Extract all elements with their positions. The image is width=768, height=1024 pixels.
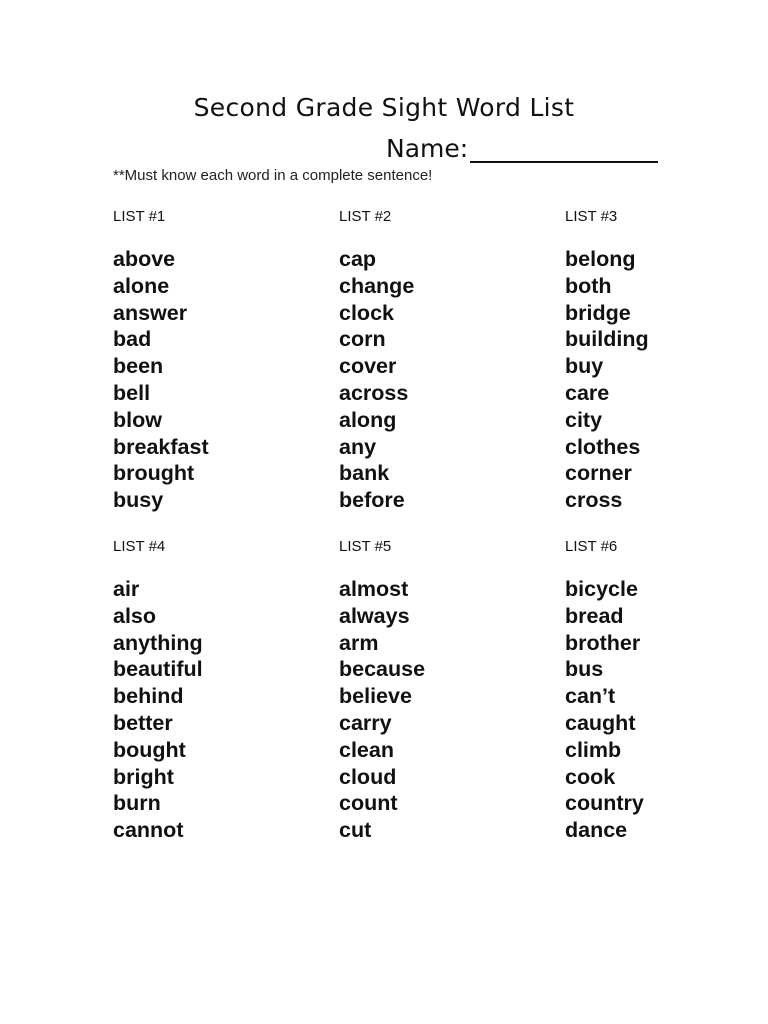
- list-item: before: [339, 488, 405, 513]
- list-item: almost: [339, 577, 409, 601]
- name-blank-line: [470, 137, 658, 163]
- list-item: buy: [565, 354, 604, 379]
- list-header: LIST #2: [339, 208, 392, 225]
- name-field: [386, 134, 658, 163]
- list-item: along: [339, 407, 397, 432]
- list-item: behind: [113, 684, 184, 709]
- list-item: busy: [113, 488, 164, 513]
- list-item: can’t: [565, 684, 616, 709]
- word-list-6: [565, 537, 765, 844]
- list-item: across: [339, 380, 409, 405]
- list-item: beautiful: [113, 657, 203, 682]
- list-header: LIST #1: [113, 208, 166, 225]
- list-item: change: [339, 273, 415, 298]
- word-list-1: [113, 207, 313, 514]
- list-item: air: [113, 577, 140, 601]
- list-item: bread: [565, 603, 624, 628]
- list-item: building: [565, 327, 649, 352]
- list-item: city: [565, 407, 603, 432]
- list-item: carry: [339, 710, 392, 735]
- list-item: belong: [565, 247, 636, 271]
- list-item: climb: [565, 737, 622, 762]
- list-item: bell: [113, 380, 151, 405]
- word-list-2: [339, 207, 539, 514]
- page-title: Second Grade Sight Word List: [193, 93, 575, 122]
- list-item: cap: [339, 247, 377, 271]
- list-item: bought: [113, 737, 186, 762]
- list-header: LIST #4: [113, 538, 166, 555]
- list-item: cloud: [339, 764, 397, 789]
- list-item: country: [565, 791, 644, 816]
- list-item: cross: [565, 488, 623, 513]
- list-item: bad: [113, 327, 152, 352]
- list-item: bank: [339, 461, 390, 486]
- list-item: count: [339, 791, 398, 816]
- list-item: any: [339, 434, 377, 459]
- list-item: answer: [113, 300, 188, 325]
- list-item: cook: [565, 764, 616, 789]
- list-item: clean: [339, 737, 394, 762]
- list-header: LIST #5: [339, 538, 392, 555]
- list-item: corner: [565, 461, 632, 486]
- list-item: because: [339, 657, 426, 682]
- list-item: cut: [339, 818, 372, 843]
- list-item: cover: [339, 354, 397, 379]
- list-item: clock: [339, 300, 394, 325]
- list-item: bright: [113, 764, 174, 789]
- list-item: above: [113, 247, 176, 271]
- list-item: bridge: [565, 300, 631, 325]
- list-item: burn: [113, 791, 161, 816]
- list-item: been: [113, 354, 164, 379]
- list-item: anything: [113, 630, 203, 655]
- list-item: blow: [113, 407, 162, 432]
- list-item: both: [565, 273, 612, 298]
- list-item: caught: [565, 710, 636, 735]
- list-item: dance: [565, 818, 628, 843]
- list-item: clothes: [565, 434, 641, 459]
- word-list-3: [565, 207, 765, 514]
- list-header: LIST #6: [565, 538, 618, 555]
- list-item: brought: [113, 461, 195, 486]
- list-header: LIST #3: [565, 208, 618, 225]
- list-item: cannot: [113, 818, 184, 843]
- list-item: care: [565, 380, 610, 405]
- list-item: always: [339, 603, 410, 628]
- list-item: bicycle: [565, 577, 638, 601]
- list-item: brother: [565, 630, 641, 655]
- name-label: Name:: [386, 134, 469, 163]
- list-item: arm: [339, 630, 379, 655]
- word-list-5: [339, 537, 539, 844]
- instruction-note: **Must know each word in a complete sentence!: [113, 167, 433, 184]
- list-item: better: [113, 710, 173, 735]
- list-item: also: [113, 603, 157, 628]
- list-item: corn: [339, 327, 386, 352]
- list-item: bus: [565, 657, 604, 682]
- list-item: believe: [339, 684, 412, 709]
- list-item: breakfast: [113, 434, 209, 459]
- word-list-4: [113, 537, 313, 844]
- list-item: alone: [113, 273, 170, 298]
